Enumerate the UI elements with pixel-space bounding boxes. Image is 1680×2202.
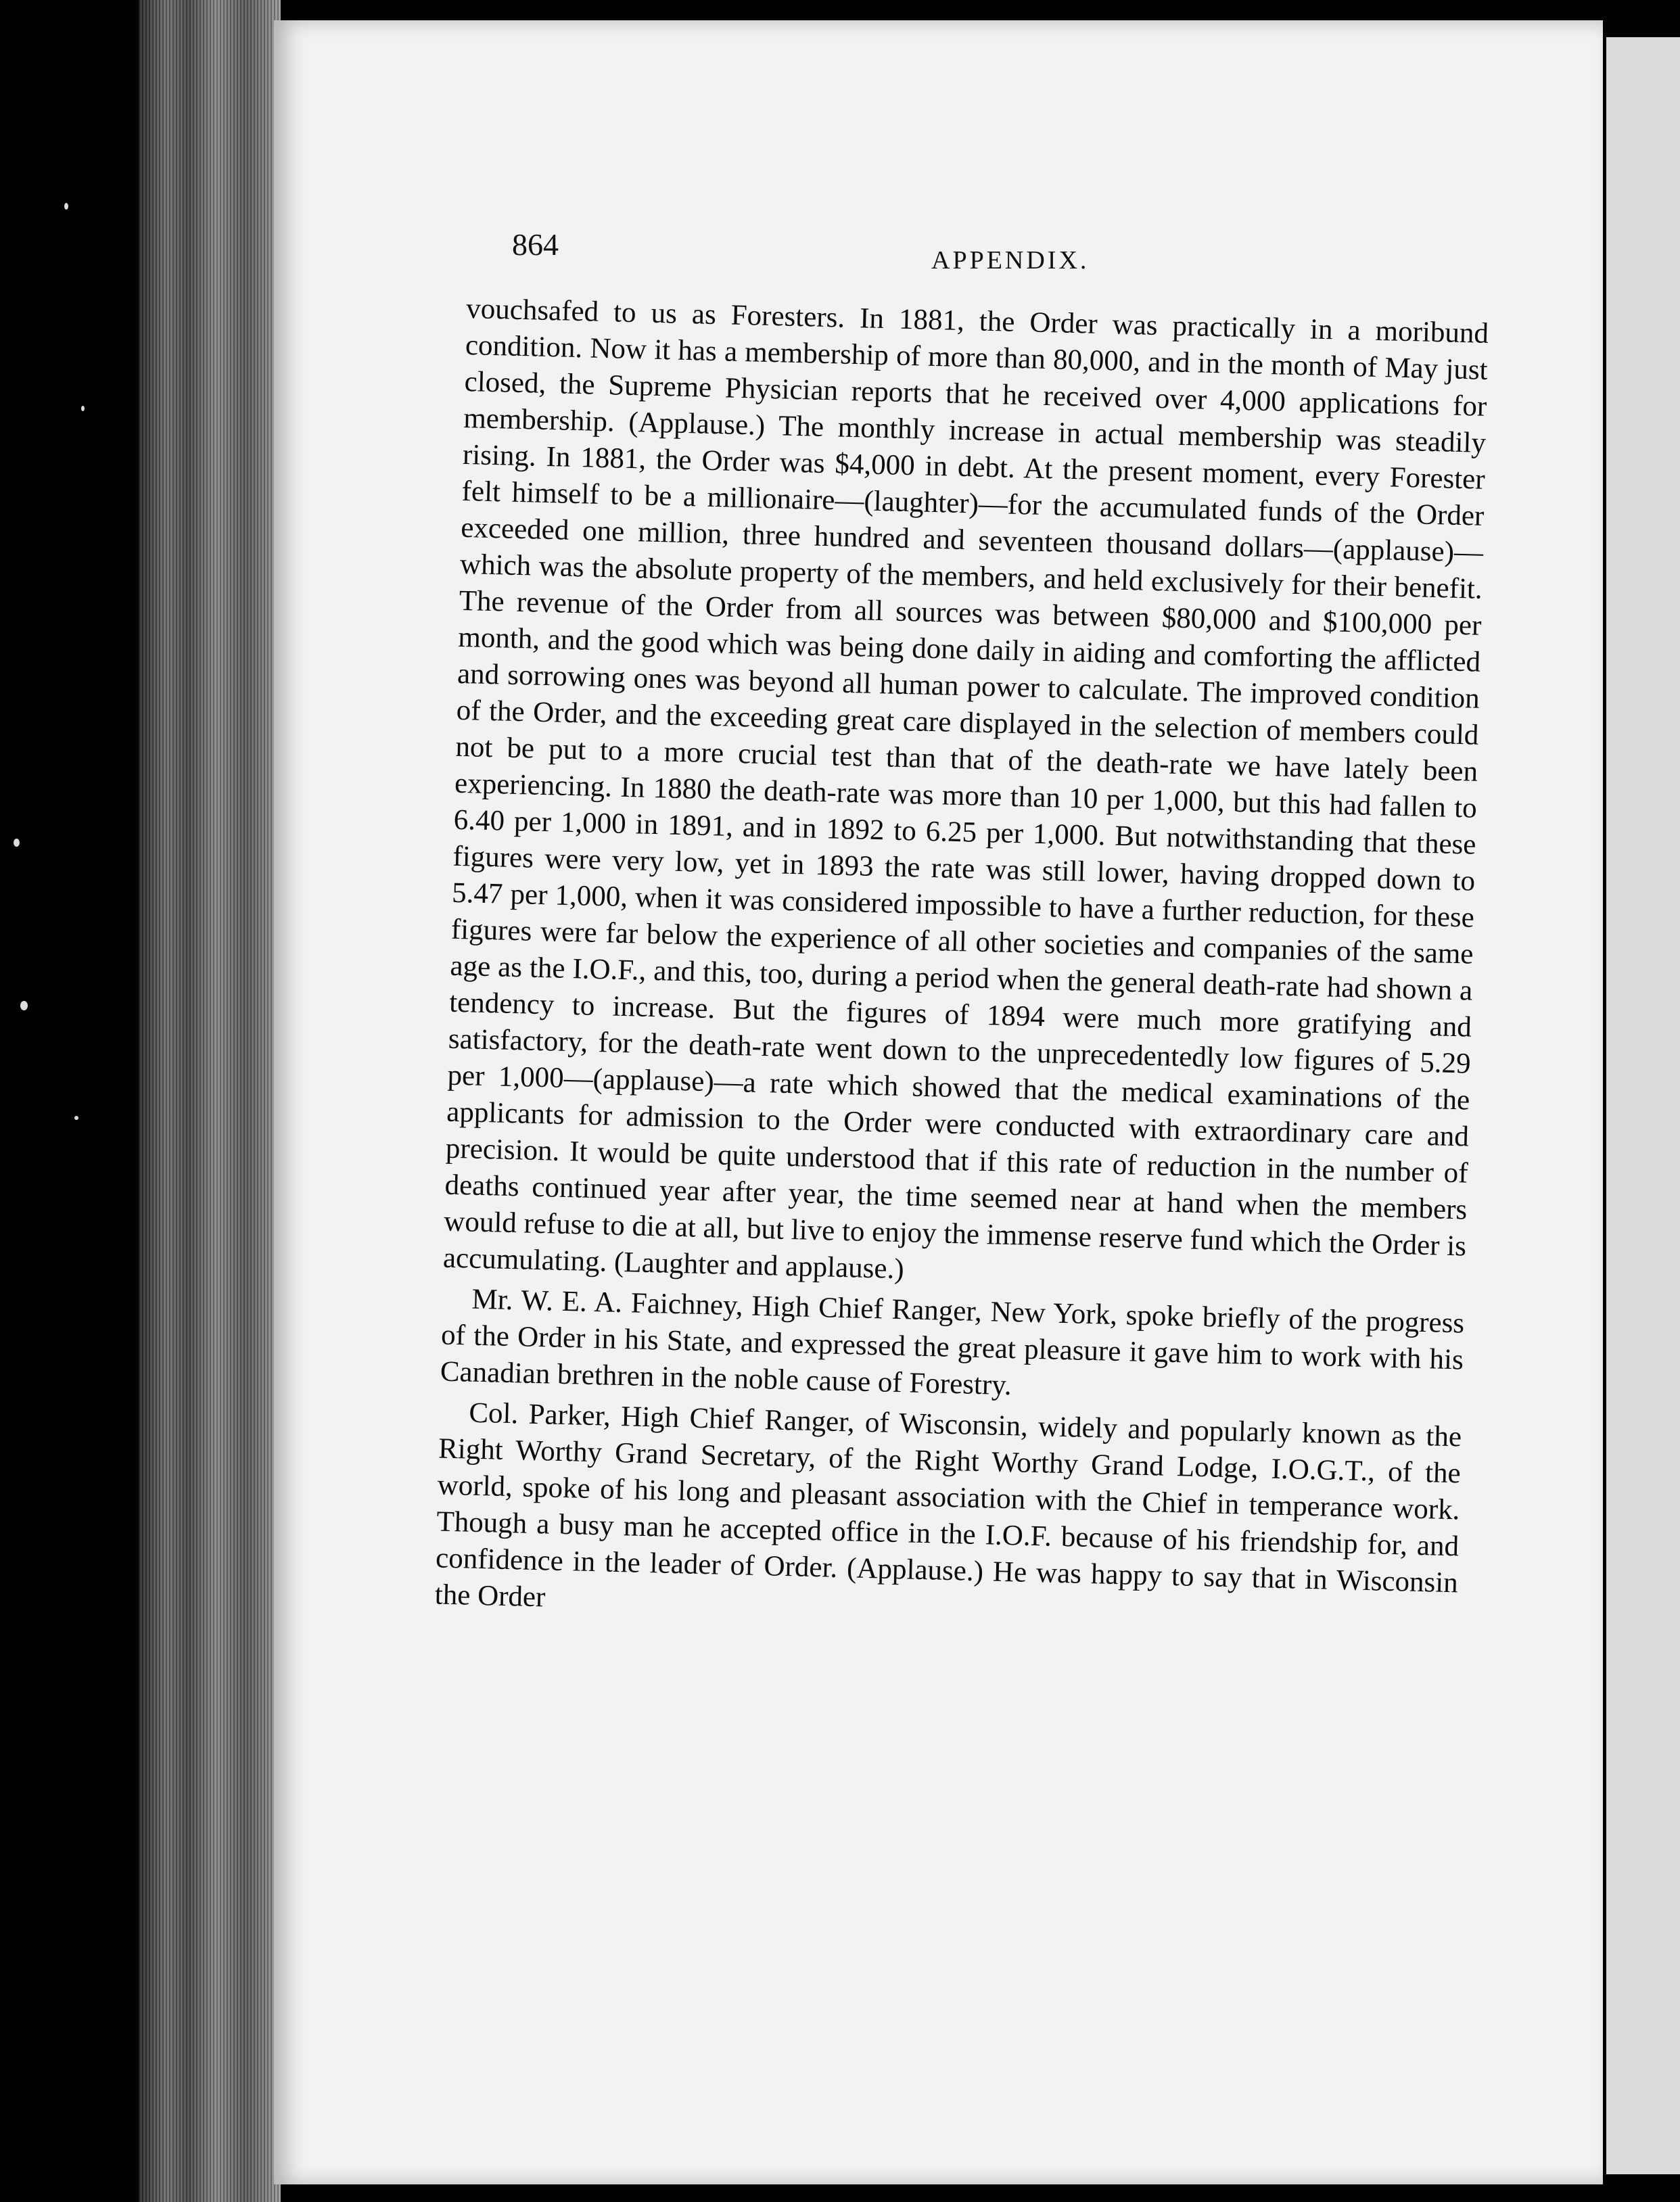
page-header — [512, 227, 1459, 274]
running-head: APPENDIX. — [931, 246, 1090, 275]
body-text — [434, 291, 1489, 1638]
adjacent-page-edge — [1606, 37, 1680, 2174]
paragraph: vouchsafed to us as Foresters. In 1881, the Order was practically in a moribund condition. Now it has a membership of more than 80,000, and in the month of May just closed, the Supreme Physician reports that he received over 4,000 applications for membership. (Applause.) The monthly increase in actual membership was steadily rising. In 1881, the Order was $4,000 in debt. At the present moment, every Forester felt himself to be a millionaire—(laughter)—for the accumulated funds of the Order exceeded one million, three hundred and seventeen thousand dollars—(applause)—which was the absolute property of the members, and held exclusively for their benefit. The revenue of the Order from all sources was between $80,000 and $100,000 per month, and the good which was being done daily in aiding and comforting the afflicted and sorrowing ones was beyond all human power to calculate. The improved condition of the Order, and the exceeding great care displayed in the selection of members could not be put to a more crucial test than that of the death-rate we have lately been experiencing. In 1880 the death-rate was more than 10 per 1,000, but this had fallen to 6.40 per 1,000 in 1891, and in 1892 to 6.25 per 1,000. But notwithstanding that these figures were very low, yet in 1893 the rate was still lower, having dropped down to 5.47 per 1,000, when it was considered impossible to have a further reduction, for these figures were far below the experience of all other societies and companies of the same age as the I.O.F., and this, too, during a period when the general death-rate had shown a tendency to increase. But the figures of 1894 were much more gratifying and satisfactory, for the death-rate went down to the unprecedentedly low figures of 5.29 per 1,000—(applause)—a rate which showed that the medical examinations of the applicants for admission to the Order were conducted with extraordinary care and precision. It would be quite understood that if this rate of reduction in the number of deaths continued year after year, the time seemed near at hand when the members would refuse to die at all, but live to enjoy the immense reserve fund which the Order is accumulating. (Laughter and applause.) — [442, 292, 1489, 1286]
page-number: 864 — [512, 227, 559, 262]
book-page-edge — [139, 0, 281, 2202]
paragraph: Col. Parker, High Chief Ranger, of Wisconsin, widely and popularly known as the Right Worthy Grand Secretary, of the Right Worthy Grand Lodge, I.O.G.T., of the world, spoke of his long and pleasant association with the Chief in temperance work. Though a busy man he accepted office in the I.O.F. because of his friendship for, and confidence in the leader of Order. (Applause.) He was happy to say that in Wisconsin the Order — [434, 1397, 1462, 1614]
paragraph: Mr. W. E. A. Faichney, High Chief Ranger, New York, spoke briefly of the progress of the Order in his State, and expressed the great pleasure it gave him to work with his Canadian brethren in the noble cause of Forestry. — [440, 1283, 1465, 1402]
